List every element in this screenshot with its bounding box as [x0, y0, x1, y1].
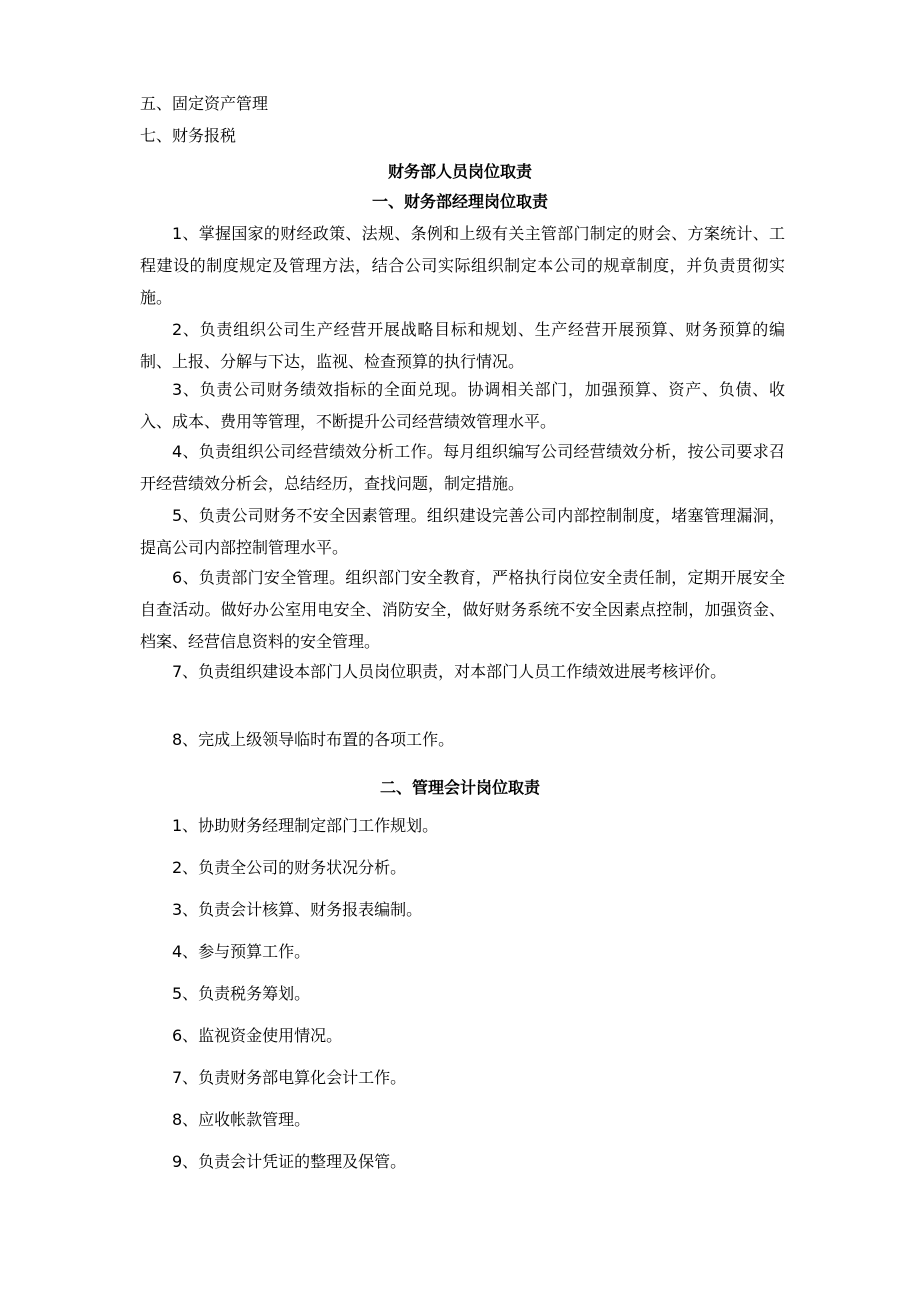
section-title-manager: 一、财务部经理岗位取责	[371, 192, 548, 211]
manager-duty-1: 1、掌握国家的财经政策、法规、条例和上级有关主管部门制定的财会、方案统计、工程建设的制度规定及管理方法，结合公司实际组织制定本公司的规章制度，并负责贯彻实施。	[140, 224, 785, 307]
manager-duty-5: 5、负责公司财务不安全因素管理。组织建设完善公司内部控制制度，堵塞管理漏洞，提高公司内部控制管理水平。	[140, 506, 785, 557]
manager-duty-8: 8、完成上级领导临时布置的各项工作。	[172, 730, 455, 749]
accountant-duty-8: 8、应收帐款管理。	[172, 1110, 311, 1129]
accountant-duty-4: 4、参与预算工作。	[172, 942, 311, 961]
page-title: 财务部人员岗位取责	[387, 162, 532, 181]
manager-duty-6: 6、负责部门安全管理。组织部门安全教育，严格执行岗位安全责任制，定期开展安全自查活动。做好办公室用电安全、消防安全，做好财务系统不安全因素点控制，加强资金、档案、经营信息资料的安全管理。	[140, 568, 785, 651]
manager-duty-4: 4、负责组织公司经营绩效分析工作。每月组织编写公司经营绩效分析，按公司要求召开经营绩效分析会，总结经历，查找问题，制定措施。	[140, 442, 785, 493]
accountant-duty-1: 1、协助财务经理制定部门工作规划。	[172, 816, 439, 835]
top-item-tax-filing: 七、财务报税	[140, 126, 237, 145]
top-item-fixed-assets: 五、固定资产管理	[140, 94, 269, 113]
accountant-duty-2: 2、负责全公司的财务状况分析。	[172, 858, 407, 877]
accountant-duty-7: 7、负责财务部电算化会计工作。	[172, 1068, 407, 1087]
accountant-duty-3: 3、负责会计核算、财务报表编制。	[172, 900, 423, 919]
section-title-management-accountant: 二、管理会计岗位取责	[379, 778, 540, 797]
manager-duty-3: 3、负责公司财务绩效指标的全面兑现。协调相关部门，加强预算、资产、负债、收入、成本、费用等管理，不断提升公司经营绩效管理水平。	[140, 380, 785, 431]
manager-duty-7: 7、负责组织建设本部门人员岗位职责，对本部门人员工作绩效进展考核评价。	[172, 662, 727, 681]
accountant-duty-5: 5、负责税务筹划。	[172, 984, 311, 1003]
accountant-duty-9: 9、负责会计凭证的整理及保管。	[172, 1152, 407, 1171]
manager-duty-2: 2、负责组织公司生产经营开展战略目标和规划、生产经营开展预算、财务预算的编制、上报、分解与下达，监视、检查预算的执行情况。	[140, 320, 785, 371]
accountant-duty-6: 6、监视资金使用情况。	[172, 1026, 343, 1045]
